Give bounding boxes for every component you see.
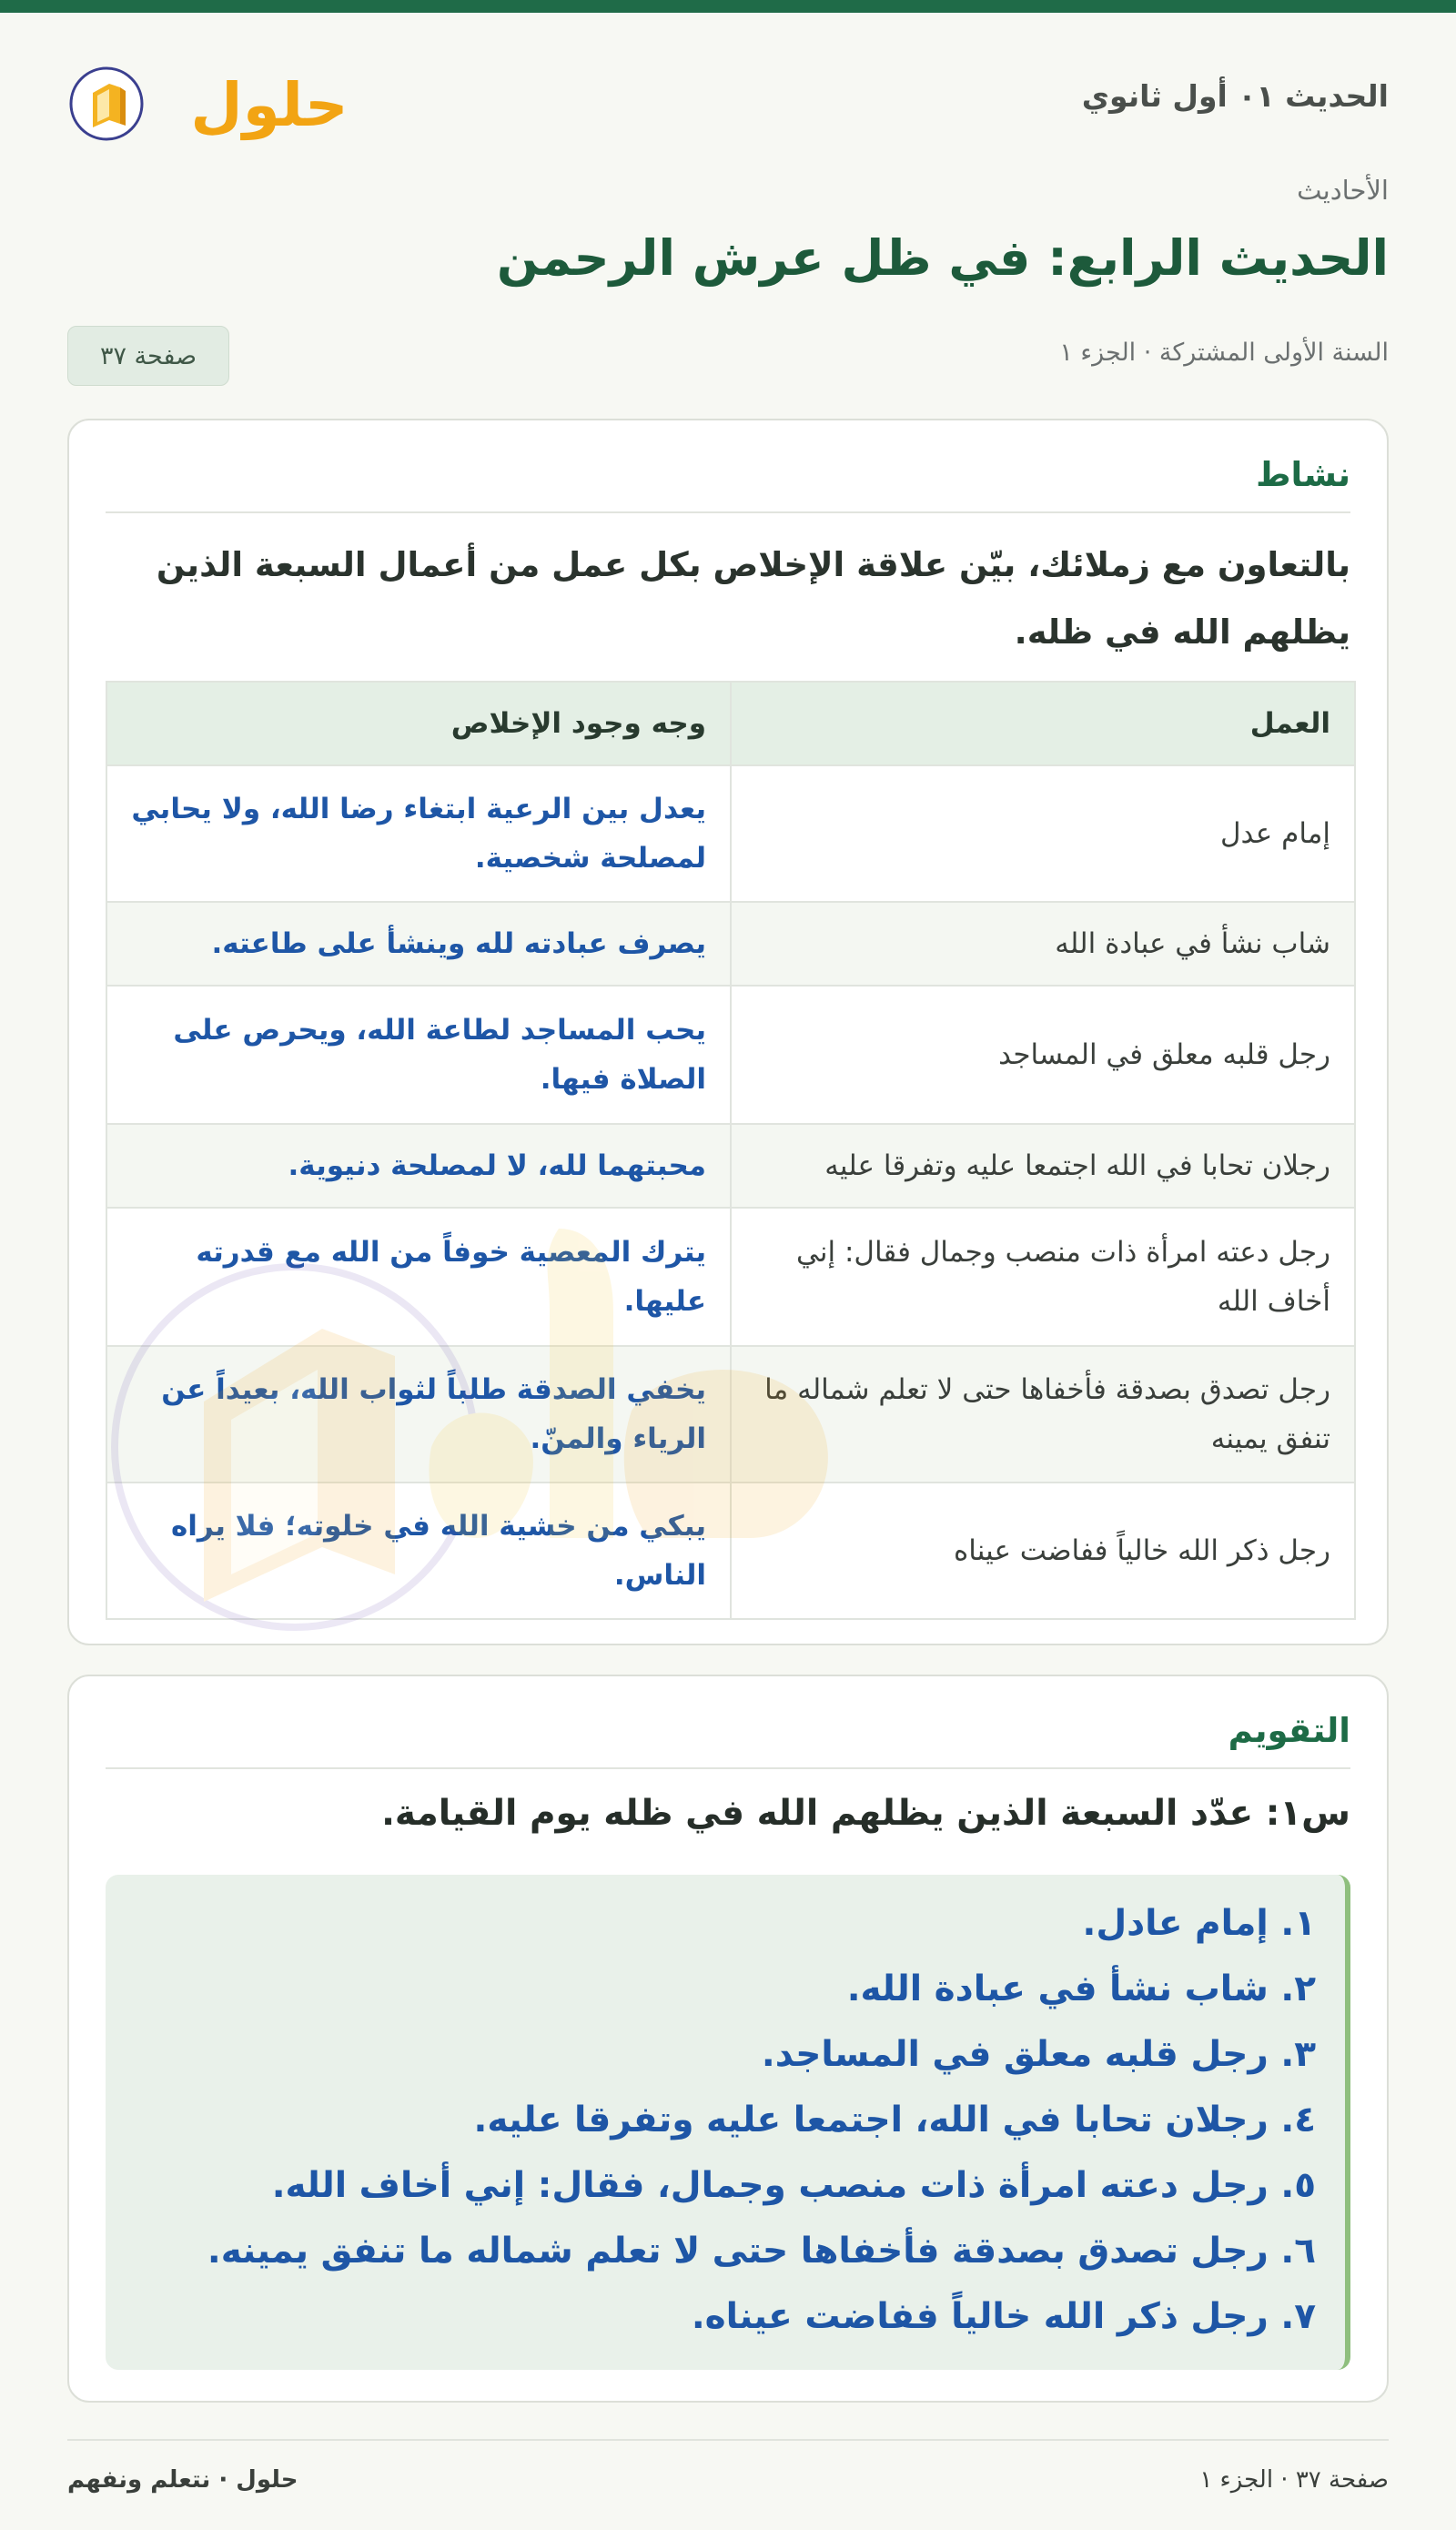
ikhlas-cell: يعدل بين الرعية ابتغاء رضا الله، ولا يحابي لمصلحة شخصية. bbox=[106, 765, 731, 902]
list-item: ٣. رجل قلبه معلق في المساجد. bbox=[761, 2034, 1316, 2075]
footer-divider bbox=[67, 2439, 1389, 2441]
table-row bbox=[106, 1483, 1355, 1619]
column-header-deed: العمل bbox=[731, 682, 1355, 765]
book-logo-icon bbox=[67, 46, 349, 155]
lesson-meta: السنة الأولى المشتركة · الجزء ١ bbox=[1059, 339, 1389, 367]
table-row bbox=[106, 986, 1355, 1124]
page-number-badge: صفحة ٣٧ bbox=[67, 326, 229, 386]
ikhlas-cell: يخفي الصدقة طلباً لثواب الله، بعيداً عن الرياء والمنّ. bbox=[106, 1346, 731, 1483]
list-item: ٧. رجل ذكر الله خالياً ففاضت عيناه. bbox=[691, 2296, 1316, 2337]
list-item: ١. إمام عادل. bbox=[1082, 1903, 1316, 1944]
table-row bbox=[106, 1208, 1355, 1346]
divider bbox=[106, 511, 1350, 513]
activity-heading: نشاط bbox=[1256, 455, 1350, 494]
logo-wordmark: حلول bbox=[190, 70, 349, 140]
list-item: ٦. رجل تصدق بصدقة فأخفاها حتى لا تعلم شماله ما تنفق يمينه. bbox=[207, 2231, 1316, 2272]
page-header bbox=[67, 46, 1389, 155]
column-header-ikhlas: وجه وجود الإخلاص bbox=[106, 682, 731, 765]
activity-prompt: بالتعاون مع زملائك، بيّن علاقة الإخلاص بكل عمل من أعمال السبعة الذين يظلهم الله في ظله. bbox=[156, 545, 1350, 652]
ikhlas-cell: يترك المعصية خوفاً من الله مع قدرته عليها. bbox=[106, 1208, 731, 1346]
evaluation-question: س١: عدّد السبعة الذين يظلهم الله في ظله يوم القيامة. bbox=[381, 1793, 1350, 1834]
deed-cell: رجل دعته امرأة ذات منصب وجمال فقال: إني أخاف الله bbox=[731, 1208, 1355, 1346]
table-row bbox=[106, 1346, 1355, 1483]
top-accent-bar bbox=[0, 0, 1456, 13]
deed-cell: رجل تصدق بصدقة فأخفاها حتى لا تعلم شماله ما تنفق يمينه bbox=[731, 1346, 1355, 1483]
activity-card bbox=[67, 419, 1389, 1645]
table-row bbox=[106, 1124, 1355, 1208]
table-row bbox=[106, 902, 1355, 986]
ikhlas-cell: محبتهما لله، لا لمصلحة دنيوية. bbox=[106, 1124, 731, 1208]
activity-table bbox=[106, 681, 1356, 1620]
table-header-row bbox=[106, 682, 1355, 765]
deed-cell: إمام عدل bbox=[731, 765, 1355, 902]
deed-cell: رجل قلبه معلق في المساجد bbox=[731, 986, 1355, 1124]
list-item: ٤. رجلان تحابا في الله، اجتمعا عليه وتفرقا عليه. bbox=[473, 2100, 1316, 2140]
evaluation-heading: التقويم bbox=[1228, 1711, 1350, 1750]
deed-cell: شاب نشأ في عبادة الله bbox=[731, 902, 1355, 986]
deed-cell: رجل ذكر الله خالياً ففاضت عيناه bbox=[731, 1483, 1355, 1619]
deed-cell: رجلان تحابا في الله اجتمعا عليه وتفرقا عليه bbox=[731, 1124, 1355, 1208]
footer-page-info: صفحة ٣٧ · الجزء ١ bbox=[1199, 2466, 1389, 2494]
list-item: ٥. رجل دعته امرأة ذات منصب وجمال، فقال: إني أخاف الله. bbox=[271, 2165, 1316, 2206]
site-logo[interactable] bbox=[67, 46, 349, 155]
divider bbox=[106, 1767, 1350, 1769]
site-title: الحديث ٠١ أول ثانوي bbox=[1081, 78, 1389, 114]
ikhlas-cell: يحب المساجد لطاعة الله، ويحرص على الصلاة فيها. bbox=[106, 986, 731, 1124]
footer-brand[interactable]: حلول · نتعلم ونفهم bbox=[67, 2466, 298, 2494]
page-title: الحديث الرابع: في ظل عرش الرحمن bbox=[496, 229, 1389, 287]
answer-box bbox=[106, 1875, 1350, 2370]
evaluation-card bbox=[67, 1675, 1389, 2403]
answer-list bbox=[135, 1891, 1316, 2350]
table-row bbox=[106, 765, 1355, 902]
breadcrumb[interactable]: الأحاديث bbox=[1297, 175, 1389, 206]
list-item: ٢. شاب نشأ في عبادة الله. bbox=[846, 1968, 1316, 2009]
ikhlas-cell: يبكي من خشية الله في خلوته؛ فلا يراه الناس. bbox=[106, 1483, 731, 1619]
ikhlas-cell: يصرف عبادته لله وينشأ على طاعته. bbox=[106, 902, 731, 986]
